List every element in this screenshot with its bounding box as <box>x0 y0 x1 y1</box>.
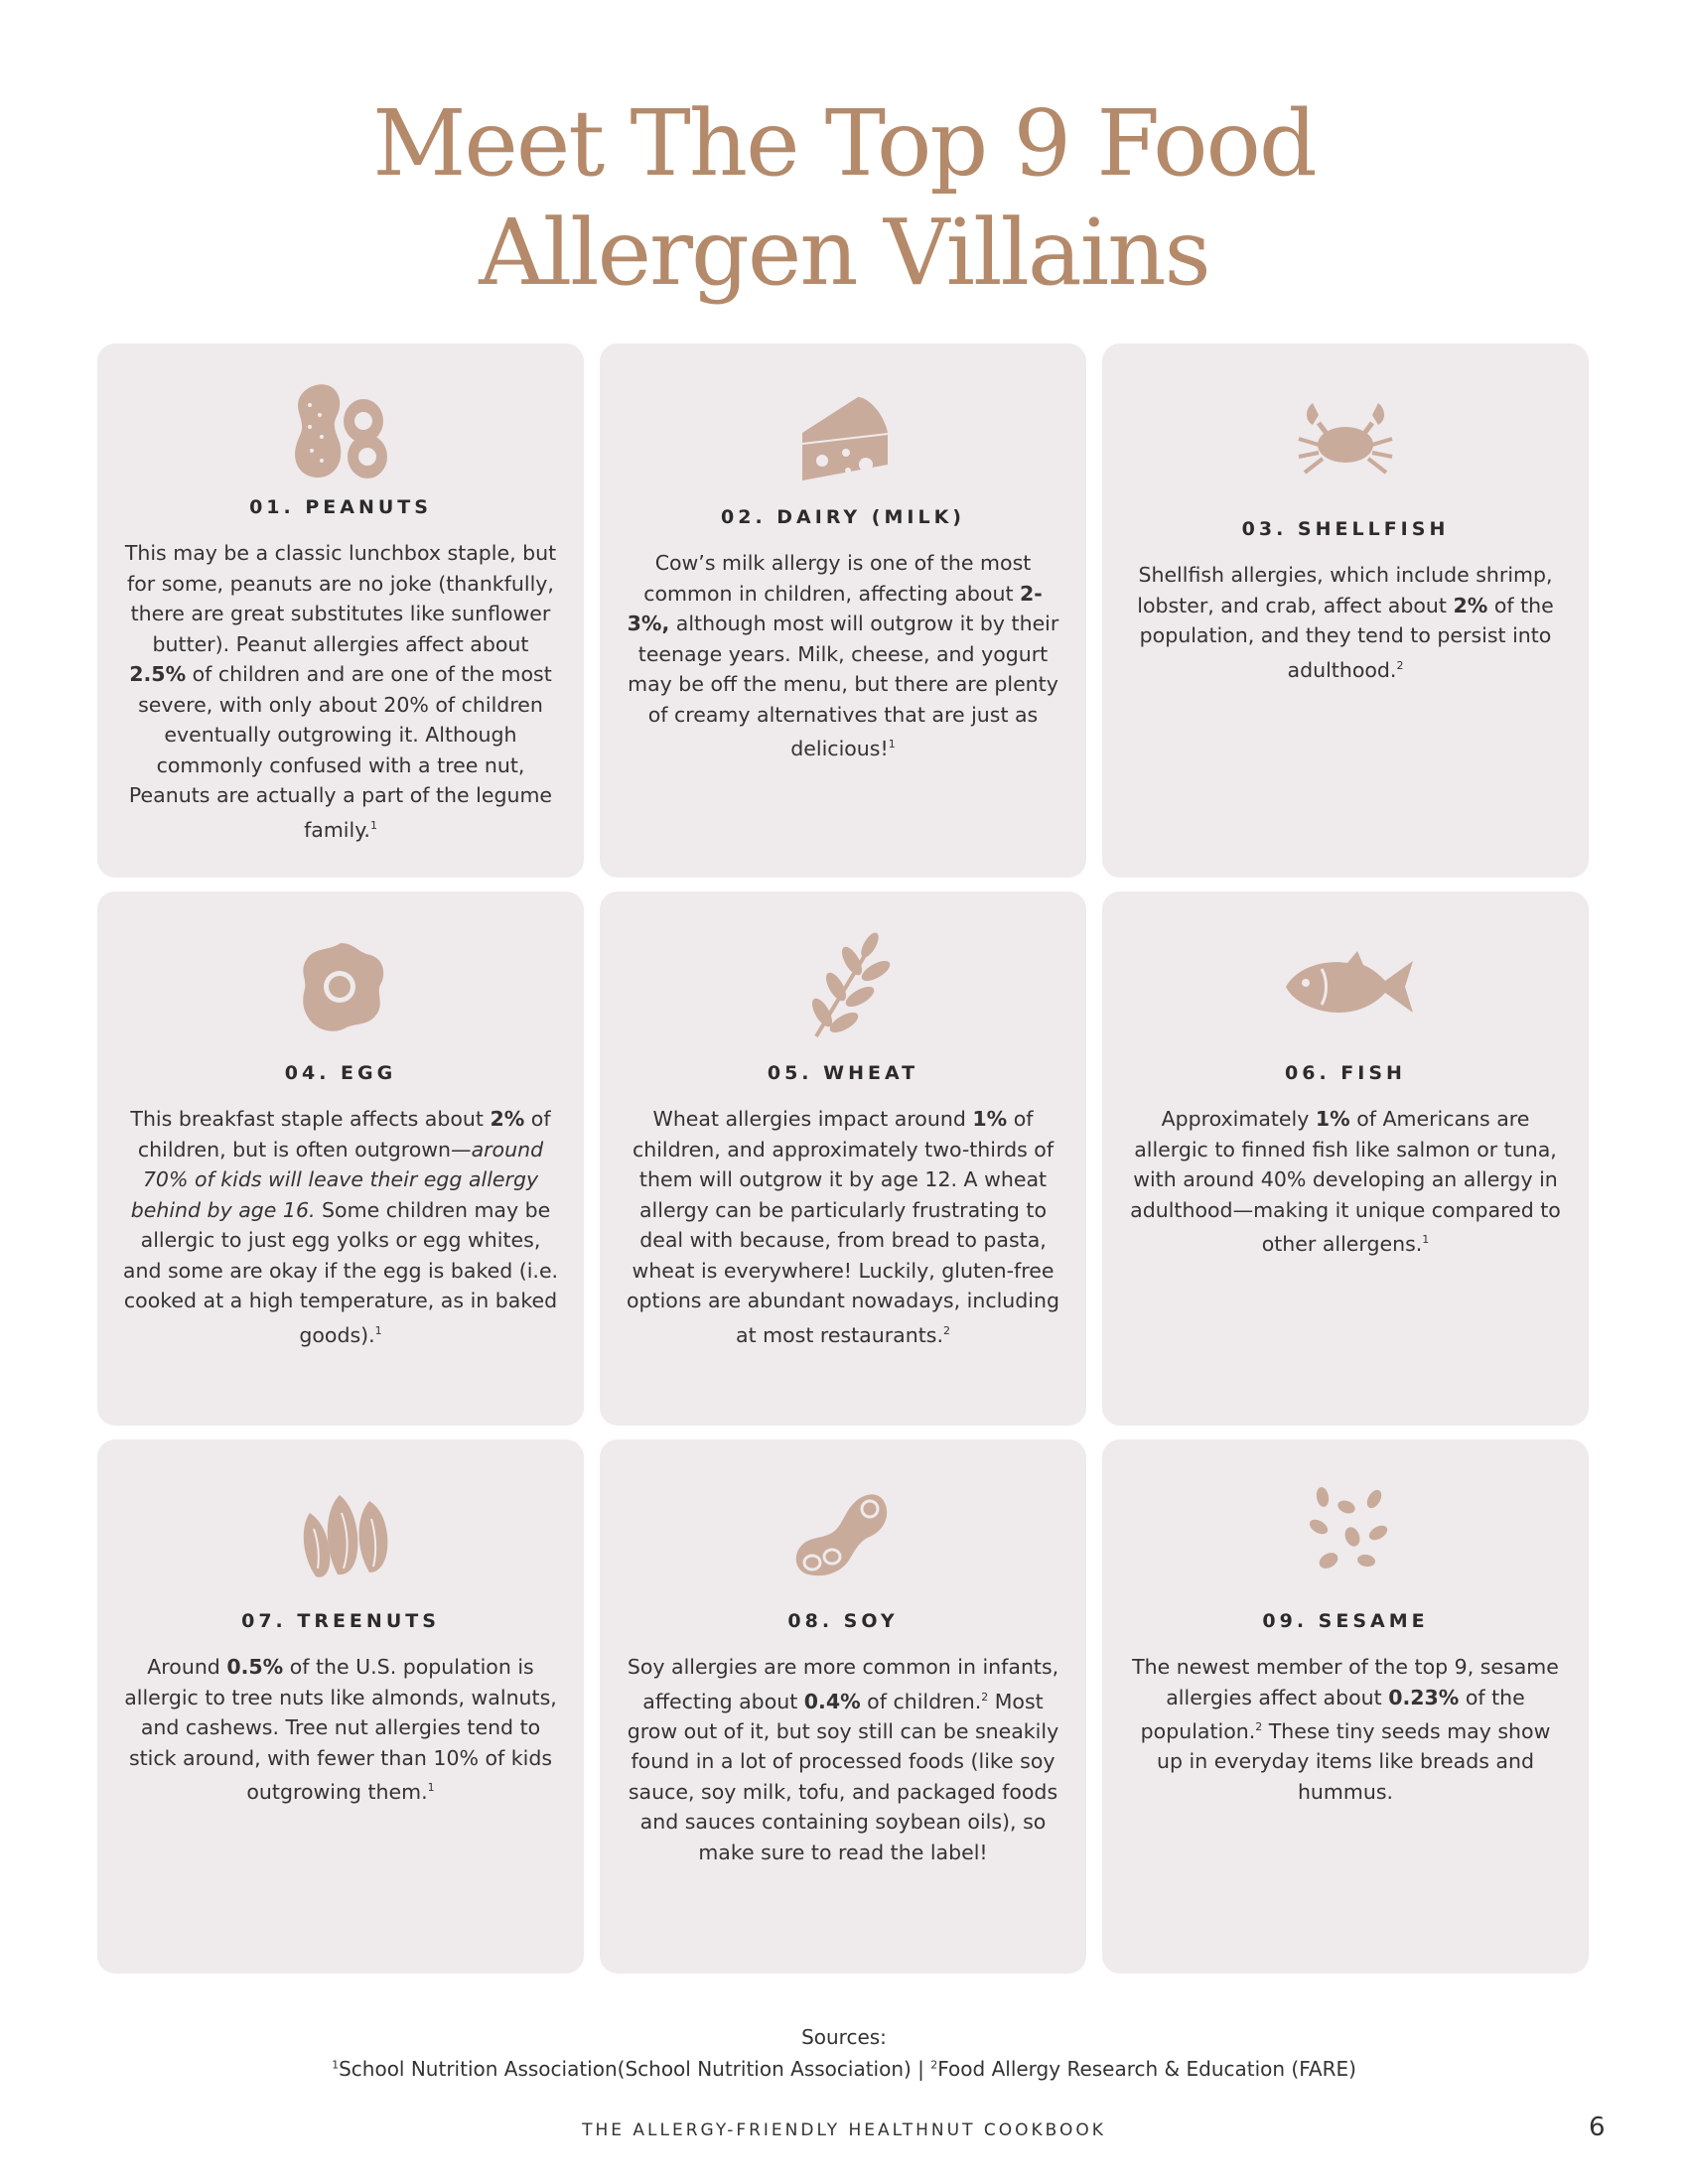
card-fish <box>1102 891 1589 1426</box>
sources-label: Sources: <box>801 2025 887 2049</box>
page-number: 6 <box>1589 2113 1606 2142</box>
card-shellfish <box>1102 343 1589 878</box>
page-title <box>0 89 1688 308</box>
card-title: 07. TREENUTS <box>241 1610 440 1632</box>
peanut-icon <box>97 375 584 484</box>
card-egg <box>97 891 584 1426</box>
cheese-icon <box>600 383 1086 492</box>
footer-book-title: THE ALLERGY-FRIENDLY HEALTHNUT COOKBOOK <box>582 2120 1106 2140</box>
card-title: 04. EGG <box>284 1062 397 1084</box>
card-title: 08. SOY <box>787 1610 899 1632</box>
card-body: This may be a classic lunchbox staple, but for some, peanuts are no joke (thankfully, there are great substitutes like sunflower butter). Peanut allergies affect about 2.5% of children and are one of the most severe, with only about 20% of children eventually outgrowing it. Although commonly confused with a tree nut, Peanuts are actually a part of the legume family.$^1$ <box>124 541 557 842</box>
card-dairy <box>600 343 1086 878</box>
card-wheat <box>600 891 1086 1426</box>
sesame-icon <box>1102 1479 1589 1588</box>
soybean-icon <box>600 1479 1086 1588</box>
title-line-2: Allergen Villains <box>479 200 1209 306</box>
card-body: The newest member of the top 9, sesame allergies affect about 0.23% of the population.$^2$ These tiny seeds may show up in everyday items like breads and hummus. <box>1132 1655 1559 1804</box>
card-title: 09. SESAME <box>1262 1610 1429 1632</box>
card-body: This breakfast staple affects about 2% of children, but is often outgrown—around 70% of kids will leave their egg allergy behind by age 16. Some children may be allergic to just egg yolks or egg whites, and some are okay if the egg is baked (i.e. cooked at a high temperature, as in baked goods).$^1$ <box>122 1107 559 1347</box>
card-title: 01. PEANUTS <box>249 496 432 518</box>
card-body: Around 0.5% of the U.S. population is allergic to tree nuts like almonds, walnuts, and cashews. Tree nut allergies tend to stick around, with fewer than 10% of kids outgrowing them.$^1$ <box>124 1655 557 1804</box>
title-line-1: Meet The Top 9 Food <box>372 90 1316 197</box>
card-title: 02. DAIRY (MILK) <box>721 506 965 528</box>
almond-icon <box>97 1479 584 1588</box>
card-peanuts <box>97 343 584 878</box>
card-body: Soy allergies are more common in infants, affecting about 0.4% of children.$^2$ Most grow out of it, but soy still can be sneakily found in a lot of processed foods (like soy sauce, soy milk, tofu, and packaged foods and sauces containing soybean oils), so make sure to read the label! <box>627 1655 1059 1864</box>
sources-list: $^1$School Nutrition Association(School Nutrition Association) | $^2$Food Allergy Research & Education (FARE) <box>332 2057 1356 2081</box>
fish-icon <box>1102 931 1589 1040</box>
egg-icon <box>97 931 584 1040</box>
card-body: Cow’s milk allergy is one of the most common in children, affecting about 2-3%, although most will outgrow it by their teenage years. Milk, cheese, and yogurt may be off the menu, but there are plenty of creamy alternatives that are just as delicious!$^1$ <box>627 551 1059 760</box>
card-body: Approximately 1% of Americans are allergic to finned fish like salmon or tuna, with around 40% developing an allergy in adulthood—making it unique compared to other allergens.$^1$ <box>1130 1107 1561 1256</box>
card-title: 05. WHEAT <box>767 1062 919 1084</box>
card-body: Shellfish allergies, which include shrimp, lobster, and crab, affect about 2% of the population, and they tend to persist into adulthood.$^2$ <box>1137 563 1554 682</box>
card-title: 06. FISH <box>1285 1062 1406 1084</box>
card-treenuts <box>97 1439 584 1974</box>
card-title: 03. SHELLFISH <box>1241 518 1450 540</box>
card-body: Wheat allergies impact around 1% of children, and approximately two-thirds of them will outgrow it by age 12. A wheat allergy can be particularly frustrating to deal with because, from bread to pasta, wheat is everywhere! Luckily, gluten-free options are abundant nowadays, including at most restaurants.$^2$ <box>626 1107 1059 1347</box>
card-sesame <box>1102 1439 1589 1974</box>
crab-icon <box>1102 383 1589 492</box>
wheat-icon <box>600 931 1086 1040</box>
card-soy <box>600 1439 1086 1974</box>
